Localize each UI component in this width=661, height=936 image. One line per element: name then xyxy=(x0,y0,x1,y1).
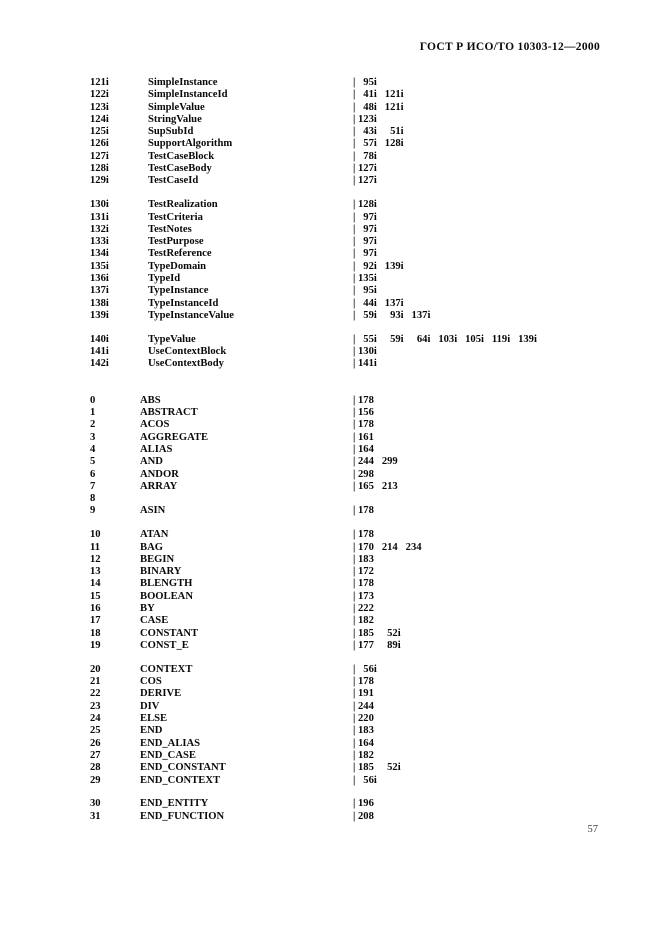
column-separator-bar: | xyxy=(353,248,356,260)
entry-pages: 128i xyxy=(358,199,377,211)
index-row xyxy=(0,738,661,750)
entry-pages: 165 213 xyxy=(358,480,398,492)
entry-number: 31 xyxy=(90,810,101,822)
entry-name: END_ALIAS xyxy=(140,737,201,749)
index-row xyxy=(0,407,661,419)
entry-pages: 55i 59i 64i 103i 105i 119i 139i xyxy=(358,333,537,345)
entry-name: TypeDomain xyxy=(148,260,207,272)
entry-number: 27 xyxy=(90,749,101,761)
column-separator-bar: | xyxy=(353,431,356,443)
entry-pages: 43i 51i xyxy=(358,126,404,138)
column-separator-bar: | xyxy=(353,749,356,761)
entry-name: TestCaseId xyxy=(148,175,199,187)
entry-pages: 130i xyxy=(358,346,377,358)
index-row xyxy=(0,248,661,260)
entry-number: 15 xyxy=(90,590,101,602)
entry-name: CONST_E xyxy=(140,639,189,651)
entry-name: TypeInstance xyxy=(148,285,209,297)
column-separator-bar: | xyxy=(353,236,356,248)
entry-number: 142i xyxy=(90,358,109,370)
entry-number: 122i xyxy=(90,89,109,101)
entry-number: 10 xyxy=(90,529,101,541)
entry-number: 18 xyxy=(90,627,101,639)
index-row xyxy=(0,236,661,248)
index-row xyxy=(0,456,661,468)
entry-name: TypeValue xyxy=(148,333,196,345)
index-row xyxy=(0,199,661,211)
entry-pages: 178 xyxy=(358,676,374,688)
entry-pages: 78i xyxy=(358,150,377,162)
column-separator-bar: | xyxy=(353,798,356,810)
column-separator-bar: | xyxy=(353,810,356,822)
entry-number: 21 xyxy=(90,676,101,688)
column-separator-bar: | xyxy=(353,737,356,749)
column-separator-bar: | xyxy=(353,309,356,321)
index-row xyxy=(0,395,661,407)
index-row xyxy=(0,566,661,578)
entry-pages: 97i xyxy=(358,236,377,248)
column-separator-bar: | xyxy=(353,443,356,455)
index-row xyxy=(0,175,661,187)
entry-name: TestCaseBlock xyxy=(148,150,215,162)
entry-number: 3 xyxy=(90,431,96,443)
index-row xyxy=(0,298,661,310)
entry-pages: 220 xyxy=(358,713,374,725)
entry-number: 16 xyxy=(90,603,101,615)
index-row xyxy=(0,591,661,603)
entry-name: ELSE xyxy=(140,713,168,725)
entry-pages: 178 xyxy=(358,578,374,590)
entry-pages: 127i xyxy=(358,163,377,175)
index-block xyxy=(0,798,661,823)
entry-name: ALIAS xyxy=(140,443,173,455)
entry-number: 19 xyxy=(90,639,101,651)
column-separator-bar: | xyxy=(353,578,356,590)
index-row xyxy=(0,493,661,505)
entry-number: 30 xyxy=(90,798,101,810)
entry-name: END_FUNCTION xyxy=(140,810,225,822)
page-number: 57 xyxy=(587,824,598,835)
entry-number: 125i xyxy=(90,126,109,138)
entry-number: 141i xyxy=(90,346,109,358)
entry-name: ABSTRACT xyxy=(140,407,198,419)
entry-name: DERIVE xyxy=(140,688,182,700)
entry-number: 28 xyxy=(90,762,101,774)
entry-name: TestReference xyxy=(148,248,212,260)
column-separator-bar: | xyxy=(353,407,356,419)
index-row xyxy=(0,273,661,285)
column-separator-bar: | xyxy=(353,101,356,113)
entry-name: END_CASE xyxy=(140,749,196,761)
index-row xyxy=(0,750,661,762)
entry-number: 137i xyxy=(90,285,109,297)
entry-name: UseContextBody xyxy=(148,358,224,370)
index-row xyxy=(0,163,661,175)
entry-name: END_CONSTANT xyxy=(140,762,226,774)
entry-number: 132i xyxy=(90,223,109,235)
entry-number: 22 xyxy=(90,688,101,700)
entry-name: BINARY xyxy=(140,566,182,578)
entry-number: 1 xyxy=(90,407,96,419)
entry-name: ACOS xyxy=(140,419,170,431)
entry-number: 140i xyxy=(90,333,109,345)
entry-number: 13 xyxy=(90,566,101,578)
entry-pages: 244 xyxy=(358,700,374,712)
entry-number: 20 xyxy=(90,663,101,675)
entry-number: 25 xyxy=(90,725,101,737)
entry-name: BEGIN xyxy=(140,553,175,565)
index-row xyxy=(0,529,661,541)
entry-pages: 57i 128i xyxy=(358,138,404,150)
entry-number: 0 xyxy=(90,394,96,406)
column-separator-bar: | xyxy=(353,126,356,138)
column-separator-bar: | xyxy=(353,590,356,602)
index-block xyxy=(0,77,661,188)
entry-name: ABS xyxy=(140,394,161,406)
entry-number: 123i xyxy=(90,101,109,113)
entry-pages: 208 xyxy=(358,810,374,822)
entry-name: END xyxy=(140,725,163,737)
entry-number: 11 xyxy=(90,541,101,553)
entry-pages: 222 xyxy=(358,603,374,615)
entry-number: 23 xyxy=(90,700,101,712)
entry-number: 139i xyxy=(90,309,109,321)
column-separator-bar: | xyxy=(353,615,356,627)
entry-name: END_CONTEXT xyxy=(140,774,221,786)
column-separator-bar: | xyxy=(353,273,356,285)
entry-pages: 56i xyxy=(358,663,377,675)
index-content xyxy=(0,77,661,823)
index-row xyxy=(0,432,661,444)
entry-pages: 178 xyxy=(358,529,374,541)
entry-pages: 141i xyxy=(358,358,377,370)
column-separator-bar: | xyxy=(353,175,356,187)
entry-name: COS xyxy=(140,676,162,688)
column-separator-bar: | xyxy=(353,346,356,358)
entry-number: 136i xyxy=(90,273,109,285)
entry-pages: 185 52i xyxy=(358,627,401,639)
column-separator-bar: | xyxy=(353,505,356,517)
column-separator-bar: | xyxy=(353,566,356,578)
index-block xyxy=(0,334,661,371)
entry-name: TestCaseBody xyxy=(148,163,212,175)
index-row xyxy=(0,688,661,700)
entry-name: TestRealization xyxy=(148,199,218,211)
index-row xyxy=(0,603,661,615)
index-row xyxy=(0,212,661,224)
index-row xyxy=(0,419,661,431)
column-separator-bar: | xyxy=(353,163,356,175)
entry-number: 2 xyxy=(90,419,96,431)
index-row xyxy=(0,444,661,456)
entry-pages: 97i xyxy=(358,248,377,260)
entry-pages: 172 xyxy=(358,566,374,578)
entry-pages: 156 xyxy=(358,407,374,419)
index-row xyxy=(0,762,661,774)
entry-pages: 95i xyxy=(358,77,377,88)
index-row xyxy=(0,701,661,713)
column-separator-bar: | xyxy=(353,725,356,737)
entry-pages: 178 xyxy=(358,505,374,517)
index-row xyxy=(0,481,661,493)
column-separator-bar: | xyxy=(353,541,356,553)
entry-name: UseContextBlock xyxy=(148,346,227,358)
entry-pages: 177 89i xyxy=(358,639,401,651)
column-separator-bar: | xyxy=(353,774,356,786)
entry-pages: 173 xyxy=(358,590,374,602)
index-row xyxy=(0,138,661,150)
entry-pages: 44i 137i xyxy=(358,297,404,309)
entry-pages: 41i 121i xyxy=(358,89,404,101)
entry-number: 9 xyxy=(90,505,96,517)
entry-number: 14 xyxy=(90,578,101,590)
entry-name: TypeInstanceId xyxy=(148,297,219,309)
entry-pages: 170 214 234 xyxy=(358,541,422,553)
entry-number: 133i xyxy=(90,236,109,248)
index-row xyxy=(0,505,661,517)
index-row xyxy=(0,469,661,481)
index-row xyxy=(0,334,661,346)
column-separator-bar: | xyxy=(353,77,356,88)
column-separator-bar: | xyxy=(353,297,356,309)
entry-name: BOOLEAN xyxy=(140,590,193,602)
entry-name: BY xyxy=(140,603,155,615)
entry-pages: 178 xyxy=(358,419,374,431)
column-separator-bar: | xyxy=(353,468,356,480)
column-separator-bar: | xyxy=(353,713,356,725)
entry-name: SimpleInstanceId xyxy=(148,89,228,101)
entry-number: 126i xyxy=(90,138,109,150)
entry-name: DIV xyxy=(140,700,160,712)
entry-number: 29 xyxy=(90,774,101,786)
entry-name: ASIN xyxy=(140,505,166,517)
column-separator-bar: | xyxy=(353,333,356,345)
entry-number: 127i xyxy=(90,150,109,162)
entry-pages: 56i xyxy=(358,774,377,786)
entry-pages: 196 xyxy=(358,798,374,810)
entry-name: END_ENTITY xyxy=(140,798,209,810)
entry-name: SupSubId xyxy=(148,126,194,138)
column-separator-bar: | xyxy=(353,199,356,211)
column-separator-bar: | xyxy=(353,480,356,492)
entry-pages: 97i xyxy=(358,211,377,223)
entry-pages: 97i xyxy=(358,223,377,235)
entry-number: 124i xyxy=(90,113,109,125)
index-row xyxy=(0,102,661,114)
column-separator-bar: | xyxy=(353,223,356,235)
index-row xyxy=(0,542,661,554)
entry-number: 26 xyxy=(90,737,101,749)
entry-name: CASE xyxy=(140,615,169,627)
entry-name: CONTEXT xyxy=(140,663,193,675)
entry-pages: 185 52i xyxy=(358,762,401,774)
entry-pages: 191 xyxy=(358,688,374,700)
entry-pages: 48i 121i xyxy=(358,101,404,113)
entry-name: SupportAlgorithm xyxy=(148,138,233,150)
entry-name: BAG xyxy=(140,541,163,553)
entry-pages: 59i 93i 137i xyxy=(358,309,431,321)
column-separator-bar: | xyxy=(353,700,356,712)
entry-name: SimpleValue xyxy=(148,101,205,113)
column-separator-bar: | xyxy=(353,150,356,162)
entry-name: StringValue xyxy=(148,113,202,125)
entry-pages: 161 xyxy=(358,431,374,443)
entry-name: TestNotes xyxy=(148,223,192,235)
entry-number: 24 xyxy=(90,713,101,725)
index-row xyxy=(0,640,661,652)
entry-number: 8 xyxy=(90,493,96,505)
index-row xyxy=(0,676,661,688)
entry-pages: 182 xyxy=(358,615,374,627)
entry-pages: 92i 139i xyxy=(358,260,404,272)
entry-pages: 164 xyxy=(358,737,374,749)
column-separator-bar: | xyxy=(353,676,356,688)
entry-name: BLENGTH xyxy=(140,578,193,590)
entry-number: 17 xyxy=(90,615,101,627)
entry-number: 130i xyxy=(90,199,109,211)
index-block xyxy=(0,395,661,518)
entry-name: ARRAY xyxy=(140,480,178,492)
column-separator-bar: | xyxy=(353,419,356,431)
index-row xyxy=(0,126,661,138)
entry-name: TypeId xyxy=(148,273,181,285)
entry-number: 134i xyxy=(90,248,109,260)
entry-number: 121i xyxy=(90,77,109,88)
entry-pages: 244 299 xyxy=(358,456,398,468)
entry-name: SimpleInstance xyxy=(148,77,218,88)
entry-number: 4 xyxy=(90,443,96,455)
index-row xyxy=(0,664,661,676)
entry-pages: 178 xyxy=(358,394,374,406)
index-row xyxy=(0,554,661,566)
column-separator-bar: | xyxy=(353,762,356,774)
column-separator-bar: | xyxy=(353,394,356,406)
index-row xyxy=(0,798,661,810)
entry-name: TestCriteria xyxy=(148,211,203,223)
entry-name: TypeInstanceValue xyxy=(148,309,234,321)
index-row xyxy=(0,114,661,126)
entry-pages: 135i xyxy=(358,273,377,285)
index-block xyxy=(0,664,661,787)
column-separator-bar: | xyxy=(353,456,356,468)
column-separator-bar: | xyxy=(353,688,356,700)
entry-pages: 164 xyxy=(358,443,374,455)
entry-name: AGGREGATE xyxy=(140,431,209,443)
entry-pages: 95i xyxy=(358,285,377,297)
entry-number: 5 xyxy=(90,456,96,468)
index-row xyxy=(0,346,661,358)
entry-name: ANDOR xyxy=(140,468,179,480)
entry-name: TestPurpose xyxy=(148,236,204,248)
column-separator-bar: | xyxy=(353,89,356,101)
entry-number: 6 xyxy=(90,468,96,480)
column-separator-bar: | xyxy=(353,211,356,223)
entry-number: 7 xyxy=(90,480,96,492)
column-separator-bar: | xyxy=(353,553,356,565)
entry-number: 135i xyxy=(90,260,109,272)
index-row xyxy=(0,775,661,787)
entry-pages: 123i xyxy=(358,113,377,125)
entry-pages: 127i xyxy=(358,175,377,187)
entry-name: CONSTANT xyxy=(140,627,199,639)
index-row xyxy=(0,578,661,590)
index-block xyxy=(0,529,661,652)
entry-name: AND xyxy=(140,456,163,468)
index-row xyxy=(0,628,661,640)
entry-number: 12 xyxy=(90,553,101,565)
entry-pages: 298 xyxy=(358,468,374,480)
column-separator-bar: | xyxy=(353,285,356,297)
index-row xyxy=(0,725,661,737)
index-row xyxy=(0,77,661,89)
index-row xyxy=(0,310,661,322)
index-row xyxy=(0,713,661,725)
column-separator-bar: | xyxy=(353,113,356,125)
entry-number: 138i xyxy=(90,297,109,309)
entry-name: ATAN xyxy=(140,529,169,541)
entry-number: 129i xyxy=(90,175,109,187)
entry-pages: 182 xyxy=(358,749,374,761)
column-separator-bar: | xyxy=(353,627,356,639)
entry-pages: 183 xyxy=(358,553,374,565)
entry-number: 128i xyxy=(90,163,109,175)
column-separator-bar: | xyxy=(353,529,356,541)
column-separator-bar: | xyxy=(353,639,356,651)
column-separator-bar: | xyxy=(353,138,356,150)
column-separator-bar: | xyxy=(353,603,356,615)
index-row xyxy=(0,89,661,101)
index-row xyxy=(0,261,661,273)
entry-pages: 183 xyxy=(358,725,374,737)
entry-number: 131i xyxy=(90,211,109,223)
index-row xyxy=(0,224,661,236)
column-separator-bar: | xyxy=(353,663,356,675)
document-header: ГОСТ Р ИСО/ТО 10303-12—2000 xyxy=(419,41,600,53)
column-separator-bar: | xyxy=(353,358,356,370)
index-row xyxy=(0,151,661,163)
index-row xyxy=(0,615,661,627)
column-separator-bar: | xyxy=(353,260,356,272)
index-row xyxy=(0,811,661,823)
index-block xyxy=(0,199,661,322)
index-row xyxy=(0,285,661,297)
index-row xyxy=(0,358,661,370)
